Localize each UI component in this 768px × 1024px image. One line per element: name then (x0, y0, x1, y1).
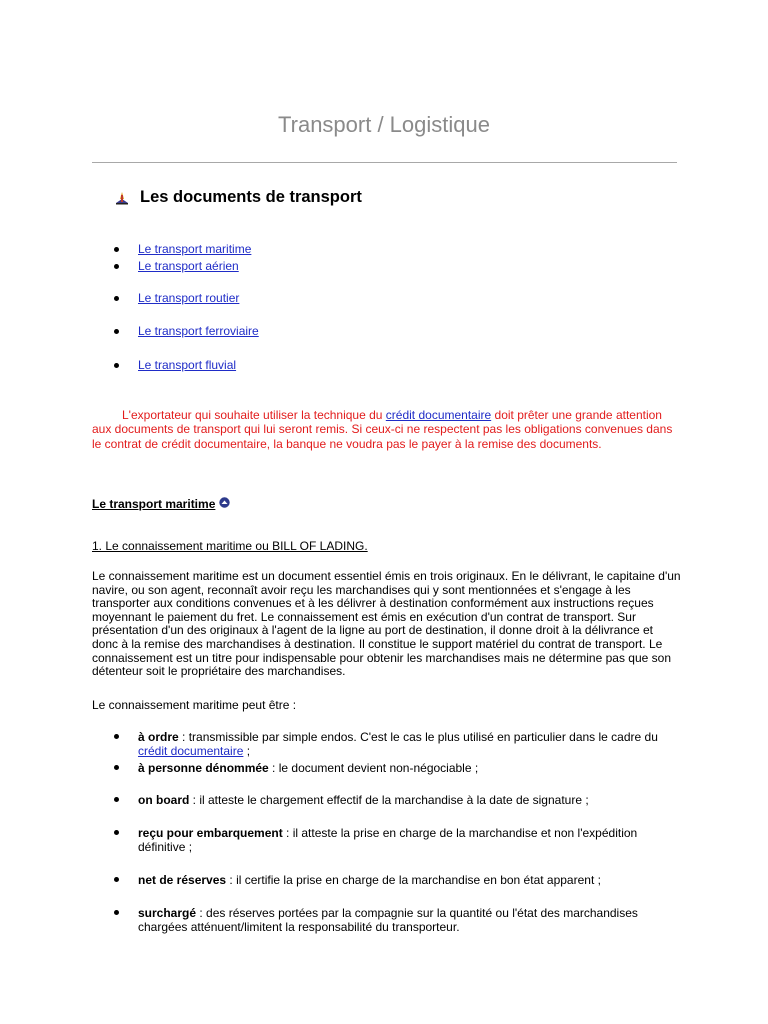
bullet (114, 329, 119, 334)
definition-text: : il atteste le chargement effectif de la marchandise à la date de signature ; (189, 793, 589, 807)
list-item (114, 259, 239, 273)
maritime-heading (92, 497, 230, 511)
link-transport-ferroviaire[interactable]: Le transport ferroviaire (138, 324, 259, 338)
definition-item (114, 873, 684, 887)
horizontal-divider (92, 162, 677, 163)
definition-text: : il atteste la prise en charge de la marchandise et non l'expédition définitive ; (138, 826, 638, 855)
bill-of-lading-paragraph: Le connaissement maritime est un document essentiel émis en trois originaux. En le délivrant, le capitaine d'un navire, ou son agent, reconnaît avoir reçu les marchandises qui y sont mentionnées et s'engage à les transporter aux conditions convenues et à les délivrer à destination conformément aux instructions reçues moyennant le paiement du fret. Le connaissement est émis en exécution d'un contrat de transport. Sur présentation d'un des originaux à l'agent de la ligne au port de destination, il donne droit à la délivrance et donc à la remise des marchandises à destination. Il constitue le support matériel du contrat de transport. Le connaissement est un titre pour indispensable pour obtenir les marchandises mais ne détermine pas que son détenteur soit le propriétaire des marchandises. (92, 569, 681, 679)
section-heading (114, 188, 362, 207)
bullet (114, 296, 119, 301)
definition-term: à personne dénommée (138, 761, 269, 775)
definition-item (114, 826, 684, 854)
link-transport-aerien[interactable]: Le transport aérien (138, 259, 239, 273)
definition-term: on board (138, 793, 190, 807)
definition-text: : des réserves portées par la compagnie sur la quantité ou l'état des marchandises chargées atténuent/limitent la responsabilité du transporteur. (138, 906, 638, 935)
link-transport-fluvial[interactable]: Le transport fluvial (138, 358, 237, 372)
definition-after: ; (243, 744, 251, 759)
definition-item (114, 730, 684, 758)
bullet (114, 910, 119, 915)
bullet (114, 877, 119, 882)
bullet (114, 765, 119, 770)
document-bullet-icon (114, 190, 130, 206)
definition-item (114, 793, 684, 807)
definition-item (114, 761, 684, 775)
definition-term: surchargé (138, 906, 197, 920)
maritime-heading-text: Le transport maritime (92, 497, 216, 511)
bullet (114, 797, 119, 802)
list-item (114, 324, 259, 338)
list-item (114, 242, 251, 256)
definition-term: reçu pour embarquement (138, 826, 283, 840)
section-title: Les documents de transport (140, 188, 362, 206)
bullet (114, 734, 119, 739)
definition-term: net de réserves (138, 873, 227, 887)
link-credit-documentaire-2[interactable]: crédit documentaire (138, 744, 244, 759)
definition-text: : transmissible par simple endos. C'est le cas le plus utilisé en particulier dans le cadre du (178, 730, 658, 744)
link-transport-maritime[interactable]: Le transport maritime (138, 242, 252, 256)
link-credit-documentaire[interactable]: crédit documentaire (385, 408, 492, 422)
bullet (114, 363, 119, 368)
intro-text-before: L'exportateur qui souhaite utiliser la technique du (122, 408, 386, 422)
bullet (114, 264, 119, 269)
can-be-paragraph: Le connaissement maritime peut être : (92, 698, 297, 712)
page-title: Transport / Logistique (278, 112, 490, 137)
list-item (114, 291, 239, 305)
bullet (114, 830, 119, 835)
list-item (114, 358, 236, 372)
intro-paragraph (92, 408, 682, 451)
definition-text: : le document devient non-négociable ; (268, 761, 479, 775)
definition-item (114, 906, 684, 934)
link-transport-routier[interactable]: Le transport routier (138, 291, 240, 305)
definition-term: à ordre (138, 730, 179, 744)
bullet (114, 247, 119, 252)
back-to-top-icon[interactable] (219, 497, 230, 511)
bill-of-lading-heading: 1. Le connaissement maritime ou BILL OF LADING. (92, 539, 368, 553)
intro-text-after: doit prêter une grande attention aux documents de transport qui lui seront remis. Si ceux-ci ne respectent pas les obligations convenues dans le contrat de crédit documentaire, la banque ne voudra pas le payer à la remise des documents. (92, 408, 673, 451)
definition-text: : il certifie la prise en charge de la marchandise en bon état apparent ; (226, 873, 601, 887)
